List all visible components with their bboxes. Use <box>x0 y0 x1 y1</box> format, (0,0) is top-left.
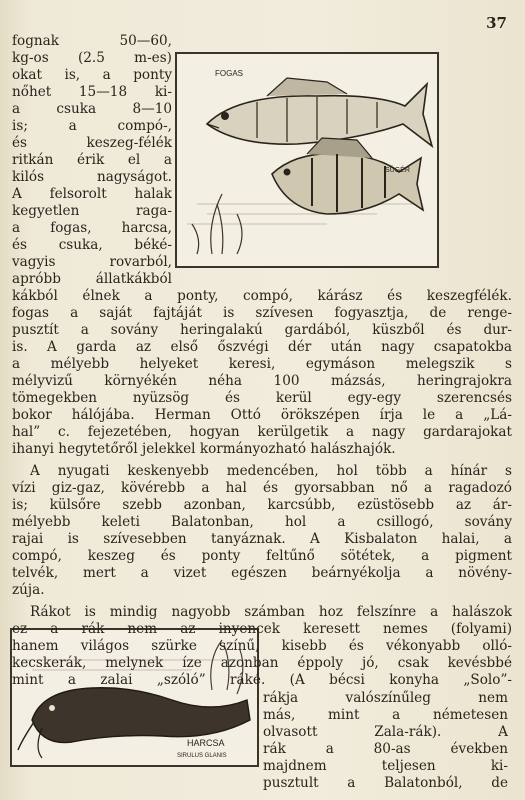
text-line: kg-os (2.5 m-es) <box>12 50 172 66</box>
text-line: majdnem teljesen ki- <box>263 758 508 774</box>
figure-label-fogas: FOGAS <box>215 69 244 78</box>
text-line: és keszeg-félék <box>12 135 172 151</box>
figure-label-latin: SIRULUS GLANIS <box>177 753 227 759</box>
text-line: is; külsőre szebb azonban, karcsúbb, ezüstösebb az ár- <box>12 497 512 513</box>
text-line: ez a rák nem az inyencek keresett nemes (folyami) <box>12 621 512 637</box>
text-line: ritkán érik el a <box>12 152 172 168</box>
text-line: rákja valószínűleg nem <box>263 690 508 706</box>
page-number: 37 <box>486 14 507 32</box>
text-line: kecskerák, melynek íze azonban éppoly jó, csak kevésbbé <box>12 655 512 671</box>
text-line: is; a compó-, <box>12 118 172 134</box>
text-line: a csuka 8—10 <box>12 101 172 117</box>
text-line: kilós nagyságot. <box>12 169 172 185</box>
text-line: Rákot is mindig nagyobb számban hoz felszínre a halászok <box>30 604 512 620</box>
text-line: mélyebb keleti Balatonban, hol a csillogó, sovány <box>12 514 512 530</box>
text-line: A felsorolt halak <box>12 186 172 202</box>
figure-label-suger: SÜGÉR <box>385 167 410 174</box>
suger-fish-icon <box>272 138 423 214</box>
text-line: mint a zalai „szóló” ráké. (A bécsi konyha „Solo”- <box>12 672 512 688</box>
text-line: tömegekben nyüzsög és kerül egy-egy szerencsés <box>12 390 512 406</box>
text-line: A nyugati keskenyebb medencében, hol több a hínár s <box>30 463 512 479</box>
text-line: telvék, mert a vizet egészen beárnyékolja a növény- <box>12 565 512 581</box>
text-line: hal” c. fejezetében, hogyan kerülgetik a nagy gardarajokat <box>12 424 512 440</box>
text-line: pusztít a sovány heringalakú gardából, küszből és dur- <box>12 322 512 338</box>
text-line: rajai is szívesebben tanyáznak. A Kisbalaton halai, a <box>12 531 512 547</box>
text-line: más, mint a németesen <box>263 707 508 723</box>
text-line: apróbb állatkákból <box>12 271 172 287</box>
illustration-fogas-suger <box>175 52 439 268</box>
text-line: kákból élnek a ponty, compó, kárász és keszegfélék. <box>12 288 512 304</box>
text-line: a mélyebb helyeket keresi, egymáson melegszik s <box>12 356 512 372</box>
text-line: nőhet 15—18 ki- <box>12 84 172 100</box>
text-line: zúja. <box>12 582 45 598</box>
figure-label-harcsa: HARCSA <box>187 738 225 748</box>
text-line: pusztult a Balatonból, de <box>263 775 508 791</box>
text-line: vízi giz-gaz, kövérebb a hal és gyorsabban nő a ragadozó <box>12 480 512 496</box>
text-line: és csuka, béké- <box>12 237 172 253</box>
text-line: mélyvizű környékén néha 100 mázsás, heringrajokra <box>12 373 512 389</box>
text-line: olvasott Zala-rák). A <box>263 724 508 740</box>
text-line: a fogas, harcsa, <box>12 220 172 236</box>
text-line: vagyis rovarból, <box>12 254 172 270</box>
text-line: kegyetlen raga- <box>12 203 172 219</box>
text-line: compó, keszeg és ponty feltűnő sötétek, a pigment <box>12 548 512 564</box>
fogas-fish-icon <box>207 78 432 146</box>
text-line: ihanyi hegytetőről jelekkel kormányozható halászhajók. <box>12 441 396 457</box>
text-line: rák a 80-as években <box>263 741 508 757</box>
text-line: bokor hálójába. Herman Ottó örökszépen írja le a „Lá- <box>12 407 512 423</box>
text-line: is. A garda az első őszvégi dér után nagy csapatokba <box>12 339 512 355</box>
text-line: fognak 50—60, <box>12 33 172 49</box>
fish-drawing-top <box>177 54 437 266</box>
text-line: fogas a saját fajtáját is szívesen fogyasztja, de renge- <box>12 305 512 321</box>
text-line: okat is, a ponty <box>12 67 172 83</box>
text-line: hanem világos szürke színű, kisebb és vékonyabb olló- <box>12 638 512 654</box>
